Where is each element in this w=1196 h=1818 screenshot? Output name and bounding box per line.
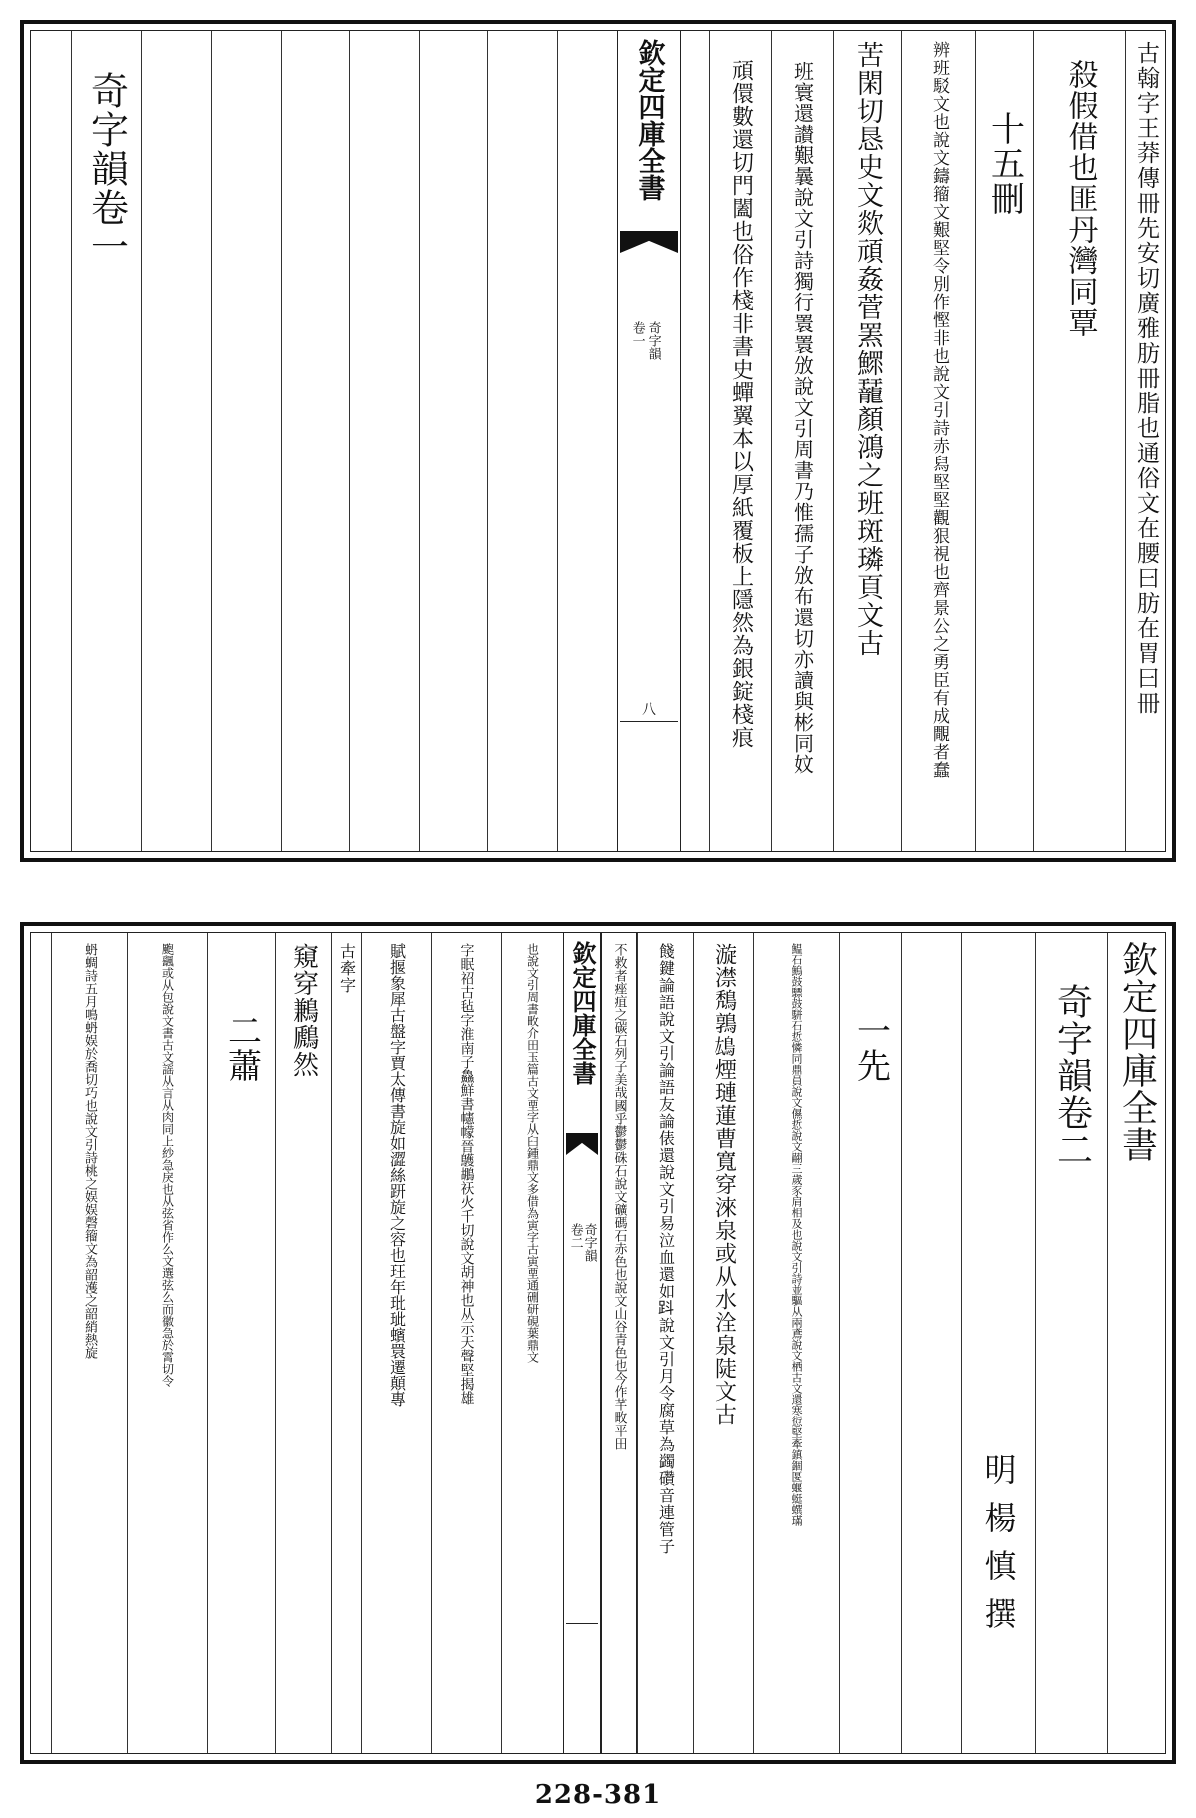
book-title-column	[1107, 933, 1165, 1753]
volume-title-column	[1035, 933, 1107, 1753]
fold-book-title: 欽定四庫全書	[568, 941, 597, 1085]
empty-column	[141, 31, 211, 851]
column-text: 殺假借也匪丹灣同覃	[1062, 59, 1098, 338]
empty-column	[419, 31, 487, 851]
fold-rule	[620, 721, 678, 722]
text-column	[1033, 31, 1125, 851]
volume-title: 奇字韻卷二	[1051, 983, 1093, 1168]
text-column	[51, 933, 127, 1753]
column-text: 鰛石鰞鼓驃鼓駢石悊憐同鼎員說文儑悊說文翤三歲豕肩相及也說文引詩並驅从兩鳶說文栖古文還寒愆堅牽鎮錮匽蝘蜓蟤璊	[790, 943, 803, 1526]
fold-strip	[617, 31, 681, 851]
top-page	[20, 20, 1176, 862]
text-column	[601, 933, 637, 1753]
empty-column	[349, 31, 419, 851]
column-text: 苦閑切恳史文欻頑姦菅罴鰥䶬顏鴻之班斑璘頁文古	[852, 41, 883, 657]
text-column	[709, 31, 771, 851]
text-column	[331, 933, 361, 1753]
fold-volume: 卷一	[629, 321, 645, 347]
text-column	[901, 31, 975, 851]
text-column	[275, 933, 331, 1753]
column-text: 辨班駁文也說文鑄籀文艱堅令別作慳非也說文引詩赤舄堅堅觀狠視也齊景公之勇臣有成覸者蠢	[929, 41, 949, 779]
empty-column	[281, 31, 349, 851]
empty-column	[31, 31, 71, 851]
section-heading: 一先	[850, 1013, 891, 1083]
section-heading-column	[839, 933, 901, 1753]
column-text: 漩澿鵚鶉𩿅煙璉蓮曹寬穿淶泉或从水洤泉陡文古	[711, 943, 737, 1426]
empty-column	[211, 31, 281, 851]
fold-strip	[563, 933, 601, 1753]
fold-page-number: 八	[642, 702, 656, 718]
volume-title: 奇字韻卷一	[84, 71, 129, 266]
text-column	[431, 933, 501, 1753]
text-column	[833, 31, 901, 851]
column-text: 字眠祒古毡字淮南子鱻鮮書幰幪晉鸌鶘祆火千切說文胡神也从示天聲堅揭雄	[458, 943, 475, 1405]
text-column	[753, 933, 839, 1753]
empty-column	[487, 31, 557, 851]
bottom-page-frame	[30, 932, 1166, 1754]
page-footer-number: 228-381	[534, 1780, 662, 1810]
column-text: 蚒蜩詩五月鳴蚒娱於喬切巧也說文引詩桃之娱娱磬籀文為韶濩之韶綃熱旋	[82, 943, 97, 1359]
text-column	[361, 933, 431, 1753]
book-title: 欽定四庫全書	[1116, 941, 1158, 1163]
empty-column	[31, 933, 51, 1753]
section-heading: 二蕭	[221, 1013, 262, 1083]
section-heading-column	[207, 933, 275, 1753]
column-text: 不救者痤疽之碳石列子美哉國乎鬱鬱硃石說文礦碼石赤色也說文山谷青色也今作芊畋平田	[611, 943, 627, 1450]
title-column	[71, 31, 141, 851]
text-column	[693, 933, 753, 1753]
column-text: 班寰還讃艱曩說文引詩獨行瞏瞏攽說文引周書乃惟孺子攽布還切亦讀與彬同妏	[790, 61, 815, 775]
fishtail-mark	[620, 231, 678, 253]
top-page-frame	[30, 30, 1166, 852]
author-column	[961, 933, 1035, 1753]
author: 明楊慎撰	[979, 1453, 1018, 1645]
empty-column	[901, 933, 961, 1753]
column-text: 賦揠象犀古盤字賈太傳書旋如澀絲趼旋之容也玨年玭玼蠙睘遷顛專	[387, 943, 407, 1407]
column-text: 颮颻或从包說文書古文謡从言从肉同上紗急戾也从弦省作么文選弦么而徽急於霄切令	[160, 943, 175, 1387]
text-column	[771, 31, 833, 851]
column-text: 古翰字王莽傳冊先安切廣雅肪冊脂也通俗文在腰曰肪在胃曰冊	[1133, 41, 1159, 716]
fold-rule	[566, 1623, 598, 1624]
fold-sub-title: 奇字韻	[645, 321, 661, 360]
section-heading: 十五刪	[984, 111, 1025, 216]
column-text: 頑儇數還切門闔也俗作棧非書史蟬翼本以厚紙覆板上隱然為銀錠棧痕	[728, 59, 754, 749]
text-column	[127, 933, 207, 1753]
fishtail-mark	[566, 1133, 598, 1155]
bottom-page	[20, 922, 1176, 1764]
column-text: 也說文引周書畋介田玉篇古文垔字从臼鍾鼎文多借為寅字古寅垔通硎研硯葉鼎文	[525, 943, 540, 1363]
fold-sub-title: 奇字韻	[581, 1223, 597, 1262]
column-text: 窺穿鶼鷉然	[288, 943, 319, 1078]
section-heading-column	[975, 31, 1033, 851]
text-column	[637, 933, 693, 1753]
fold-book-title: 欽定四庫全書	[633, 39, 665, 201]
empty-column	[557, 31, 617, 851]
column-text: 餞鍵論語說文引論語友論俵還說文引易泣血還如𧿫說文引月令腐草為蠲礸音連管子	[656, 943, 676, 1555]
column-text: 古牽字	[337, 943, 357, 994]
text-column	[501, 933, 563, 1753]
fold-volume: 卷二	[567, 1223, 583, 1249]
text-column	[1125, 31, 1165, 851]
